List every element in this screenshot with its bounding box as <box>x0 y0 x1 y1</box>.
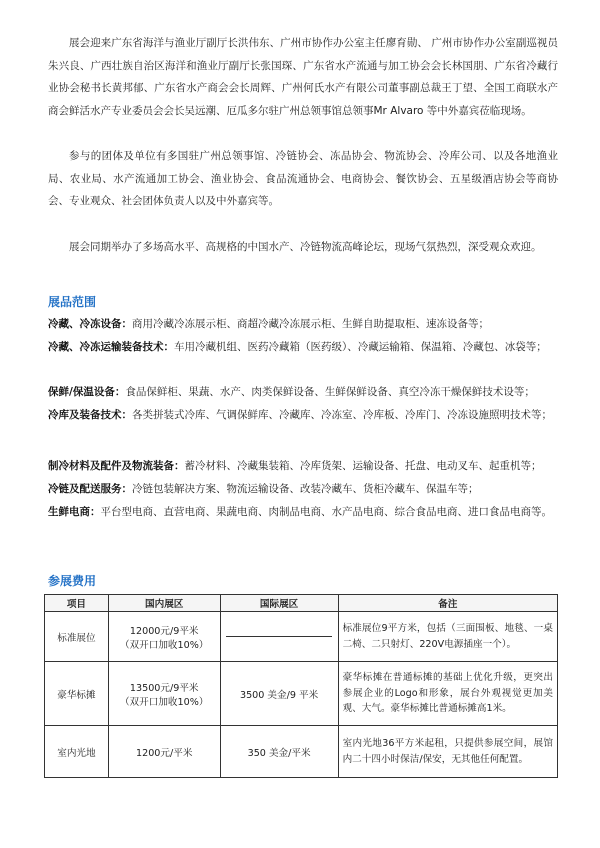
domestic-surcharge: （双开口加收10%） <box>119 696 209 708</box>
row-domestic <box>108 612 220 662</box>
header-international: 国际展区 <box>220 595 338 612</box>
row-note: 室内光地36平方米起租，只提供参展空间，展馆内二十四小时保洁/保安，无其他任何配置。 <box>338 726 557 778</box>
scope-item-text: 食品保鲜柜、果蔬、水产、肉类保鲜设备、生鲜保鲜设备、真空冷冻干燥保鲜技术设等； <box>125 386 535 398</box>
fees-title: 参展费用 <box>48 574 97 588</box>
domestic-price: 12000元/9平米 <box>129 625 199 637</box>
fees-table <box>44 594 558 778</box>
scope-item-label: 冷链及配送服务： <box>48 483 132 495</box>
header-item: 项目 <box>45 595 109 612</box>
scope-item-text: 平台型电商、直营电商、果蔬电商、肉制品电商、水产品电商、综合食品电商、进口食品电商等。 <box>100 506 552 518</box>
scope-item-label: 冷藏、冷冻运输装备技术： <box>48 341 174 353</box>
scope-item <box>48 381 558 404</box>
row-international <box>220 612 338 662</box>
intro-paragraph-forums: 展会同期举办了多场高水平、高规格的中国水产、冷链物流高峰论坛，现场气氛热烈，深受观众欢迎。 <box>69 241 542 253</box>
row-international: 3500 美金/9 平米 <box>220 662 338 726</box>
scope-item <box>48 313 558 336</box>
intro-paragraph-guests: 展会迎来广东省海洋与渔业厅副厅长洪伟东、广州市协作办公室主任廖育勋、 广州市协作办公室副巡视员朱兴良、广西壮族自治区海洋和渔业厅副厅长张国琛、广东省水产流通与加工协会会长林国朋、广东省冷藏行业协会秘书长黄邦郁、广东省水产商会会长周辉、广州何氏水产有限公司董事副总裁王丁望、全国工商联水产商会鲜活水产专业委员会会长吴远潮、厄瓜多尔驻广州总领事馆总领事Mr Alvaro 等中外嘉宾莅临现场。 <box>48 37 558 117</box>
table-row <box>45 726 558 778</box>
scope-item-label: 冷藏、冷冻设备： <box>48 318 132 330</box>
scope-item-label: 制冷材料及配件及物流装备： <box>48 460 185 472</box>
scope-item-text: 商用冷藏冷冻展示柜、商超冷藏冷冻展示柜、生鲜自助提取柜、速冻设备等； <box>132 318 489 330</box>
fees-header-row <box>45 595 558 612</box>
scope-item-label: 冷库及装备技术： <box>48 409 132 421</box>
scope-item-label: 保鲜/保温设备： <box>48 386 126 398</box>
scope-item <box>48 336 558 359</box>
table-row <box>45 662 558 726</box>
row-note: 标准展位9平方米，包括（三面围板、地毯、一桌二椅、二只射灯、220V电源插座一个）。 <box>338 612 557 662</box>
row-item: 室内光地 <box>45 726 109 778</box>
row-item: 豪华标摊 <box>45 662 109 726</box>
header-domestic: 国内展区 <box>108 595 220 612</box>
scope-item <box>48 501 558 524</box>
table-row <box>45 612 558 662</box>
row-domestic <box>108 726 220 778</box>
scope-item-text: 各类拼装式冷库、气调保鲜库、冷藏库、冷冻室、冷库板、冷库门、冷冻设施照明技术等； <box>132 409 552 421</box>
domestic-surcharge: （双开口加收10%） <box>119 639 209 651</box>
scope-item-text: 蓄冷材料、冷藏集装箱、冷库货架、运输设备、托盘、电动叉车、起重机等； <box>184 460 542 472</box>
row-international: 350 美金/平米 <box>220 726 338 778</box>
scope-item-label: 生鲜电商： <box>48 506 101 518</box>
header-note: 备注 <box>338 595 557 612</box>
row-domestic <box>108 662 220 726</box>
row-note: 豪华标摊在普通标摊的基础上优化升级，更突出参展企业的Logo和形象，展台外观视觉更加美观、大气。豪华标摊比普通标摊高1米。 <box>338 662 557 726</box>
domestic-price: 1200元/平米 <box>136 747 193 759</box>
exhibit-scope-title: 展品范围 <box>48 295 97 309</box>
scope-item-text: 冷链包装解决方案、物流运输设备、改装冷藏车、货柜冷藏车、保温车等； <box>132 483 479 495</box>
row-item: 标准展位 <box>45 612 109 662</box>
empty-dash <box>226 636 332 637</box>
domestic-price: 13500元/9平米 <box>129 682 199 694</box>
scope-item <box>48 455 558 478</box>
scope-item <box>48 404 558 427</box>
scope-item <box>48 478 558 501</box>
intro-paragraph-participants: 参与的团体及单位有多国驻广州总领事馆、冷链协会、冻品协会、物流协会、冷库公司、以及各地渔业局、农业局、水产流通加工协会、渔业协会、食品流通协会、电商协会、餐饮协会、五星级酒店协会等商协会、专业观众、社会团体负责人以及中外嘉宾等。 <box>48 150 558 208</box>
scope-item-text: 车用冷藏机组、医药冷藏箱（医药级）、冷藏运输箱、保温箱、冷藏包、冰袋等； <box>174 341 547 353</box>
